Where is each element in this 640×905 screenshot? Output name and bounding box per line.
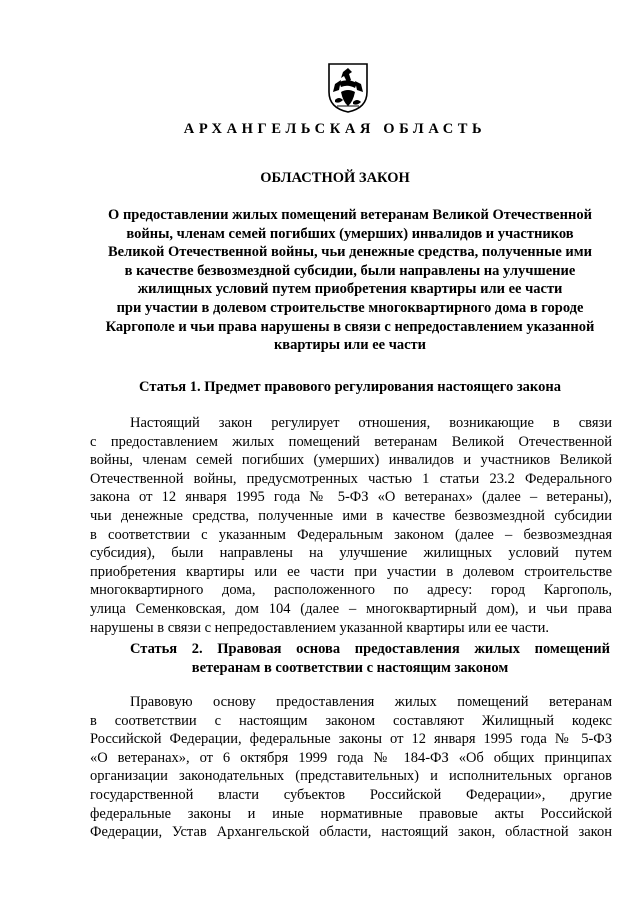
text-line: многоквартирного дома, расположенного по адресу: город Каргополь, <box>90 582 612 599</box>
region-name: АРХАНГЕЛЬСКАЯ ОБЛАСТЬ <box>183 121 487 137</box>
text-line: «О ветеранах», от 6 октября 1999 года № 184-ФЗ «Об общих принципах <box>90 749 612 766</box>
text-line: организации законодательных (представительных) и исполнительных органов <box>90 768 612 785</box>
article-2-body <box>90 693 612 842</box>
text-line: нарушены в связи с непредоставлением указанной квартиры или ее части. <box>90 619 550 636</box>
law-title-line: Каргополе и чьи права нарушены в связи с непредоставлением указанной <box>105 318 595 335</box>
article-2-heading <box>90 640 610 677</box>
text-line: с предоставлением жилых помещений ветеранам Великой Отечественной <box>90 433 612 450</box>
law-title-line: войны, членам семей погибших (умерших) инвалидов и участников <box>126 225 574 242</box>
document-type: ОБЛАСТНОЙ ЗАКОН <box>260 170 410 186</box>
text-line: чьи денежные средства, полученные ими в качестве безвозмездной субсидии <box>90 507 612 524</box>
text-line: приобретения квартиры или ее части при участии в долевом строительстве <box>90 563 612 580</box>
text-line: Отечественной войны, предусмотренных частью 1 статьи 23.2 Федерального <box>90 470 612 487</box>
law-title-line: жилищных условий путем приобретения квартиры или ее части <box>137 281 563 298</box>
law-title-line: в качестве безвозмездной субсидии, были направлены на улучшение <box>124 262 576 279</box>
text-line: субсидия), были направлены на улучшение жилищных условий путем <box>90 545 612 562</box>
text-line: закона от 12 января 1995 года № 5-ФЗ «О ветеранах» (далее – ветераны), <box>90 489 612 506</box>
text-line: в соответствии с настоящим законом составляют Жилищный кодекс <box>90 712 612 729</box>
arkhangelsk-coat-of-arms-icon <box>327 62 369 114</box>
article-1-body <box>90 414 612 637</box>
article-1-heading <box>90 378 610 397</box>
article-1-heading-text: Статья 1. Предмет правового регулирования настоящего закона <box>139 379 561 395</box>
text-line: федеральные законы и иные нормативные правовые акты Российской <box>90 805 612 822</box>
law-title <box>90 206 610 355</box>
text-line: улица Семенковская, дом 104 (далее – многоквартирный дом), и чьи права <box>90 600 612 617</box>
text-line: Российской Федерации, федеральные законы от 12 января 1995 года № 5-ФЗ <box>90 731 612 748</box>
text-line: Федерации, Устав Архангельской области, настоящий закон, областной закон <box>90 824 612 841</box>
text-line: в соответствии с указанным Федеральным законом (далее – безвозмездная <box>90 526 612 543</box>
article-2-heading-line: ветеранам в соответствии с настоящим законом <box>191 659 509 676</box>
law-title-line: Великой Отечественной войны, чьи денежные средства, полученные ими <box>108 244 592 261</box>
text-line: войны, членам семей погибших (умерших) инвалидов и участников Великой <box>90 452 612 469</box>
text-line: государственной власти субъектов Российской Федерации», другие <box>90 786 612 803</box>
law-title-line: О предоставлении жилых помещений ветеранам Великой Отечественной <box>108 207 592 223</box>
law-title-line: квартиры или ее части <box>273 337 427 354</box>
text-line: Правовую основу предоставления жилых помещений ветеранам <box>130 694 612 710</box>
text-line: Настоящий закон регулирует отношения, возникающие в связи <box>130 415 612 431</box>
law-title-line: при участии в долевом строительстве многоквартирного дома в городе <box>116 299 584 316</box>
article-2-heading-line: Статья 2. Правовая основа предоставления жилых помещений <box>130 641 610 657</box>
